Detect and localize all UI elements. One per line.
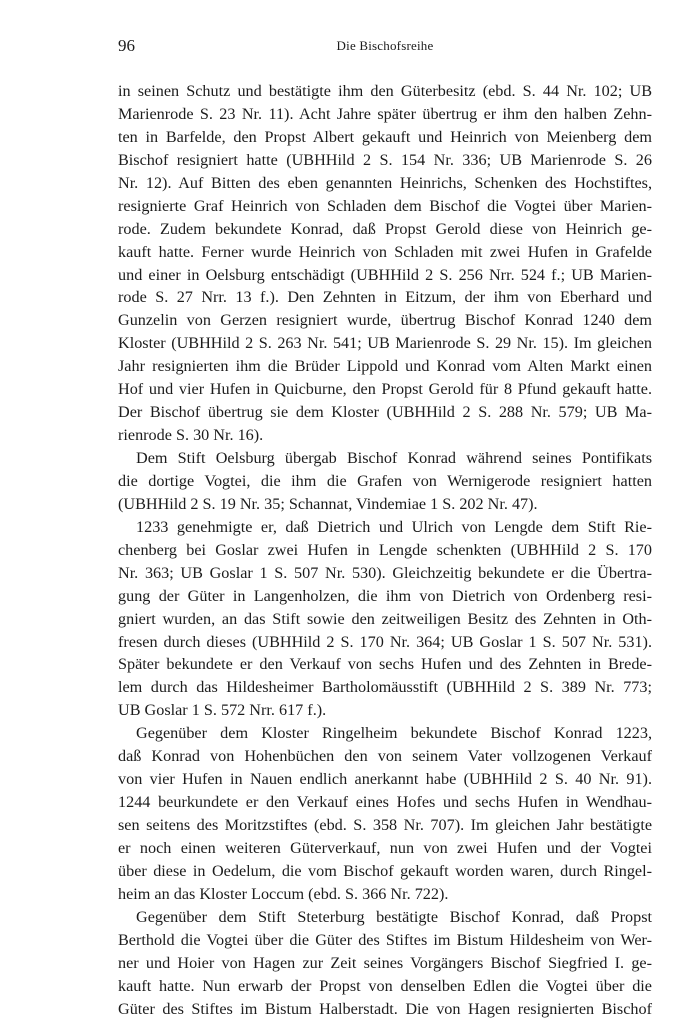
text-line: Berthold die Vogtei über die Güter des Stiftes im Bistum Hildesheim von Wer- — [118, 930, 652, 949]
text-line: rode S. 27 Nrr. 13 f.). Den Zehnten in Eitzum, der ihm von Eberhard und — [118, 288, 652, 307]
text-line: Hof und vier Hufen in Quicburne, den Propst Gerold für 8 Pfund gekauft hatte. — [118, 380, 652, 399]
text-line: daß Konrad von Hohenbüchen den von seinem Vater vollzogenen Verkauf — [118, 747, 652, 766]
text-line: Der Bischof übertrug sie dem Kloster (UBHHild 2 S. 288 Nr. 579; UB Ma- — [118, 403, 652, 422]
text-line: 1233 genehmigte er, daß Dietrich und Ulrich von Lengde dem Stift Rie- — [136, 517, 652, 536]
text-line: Güter des Stiftes im Bistum Halberstadt. Die von Hagen resignierten Bischof — [118, 999, 652, 1018]
page-number: 96 — [118, 36, 135, 55]
text-line: Gegenüber dem Kloster Ringelheim bekundete Bischof Konrad 1223, — [136, 724, 652, 743]
text-line: rienrode S. 30 Nr. 16). — [118, 426, 264, 445]
text-line: von vier Hufen in Nauen endlich anerkannt habe (UBHHild 2 S. 40 Nr. 91). — [118, 770, 652, 789]
text-line: Dem Stift Oelsburg übergab Bischof Konrad während seines Pontifikats — [136, 449, 652, 467]
text-line: Jahr resignierten ihm die Brüder Lippold und Konrad vom Alten Markt einen — [118, 357, 652, 376]
text-line: kauft hatte. Nun erwarb der Propst von denselben Edlen die Vogtei über die — [118, 976, 652, 995]
text-line: gniert wurden, an das Stift sowie den zeitweiligen Besitz des Zehnten in Oth- — [118, 609, 652, 628]
text-line: lem durch das Hildesheimer Bartholomäusstift (UBHHild 2 S. 389 Nr. 773; — [118, 678, 652, 697]
text-line: und einer in Oelsburg entschädigt (UBHHild 2 S. 256 Nrr. 524 f.; UB Marien- — [118, 265, 652, 284]
text-line: rode. Zudem bekundete Konrad, daß Propst Gerold diese von Heinrich ge- — [118, 219, 652, 238]
body-text — [118, 80, 652, 1020]
text-line: über diese in Oedelum, die vom Bischof gekauft worden waren, durch Ringel- — [118, 861, 652, 880]
text-line: Später bekundete er den Verkauf von sechs Hufen und des Zehnten in Brede- — [118, 655, 652, 674]
text-line: fresen durch dieses (UBHHild 2 S. 170 Nr. 364; UB Goslar 1 S. 507 Nr. 531). — [118, 632, 652, 651]
text-line: Bischof resigniert hatte (UBHHild 2 S. 154 Nr. 336; UB Marienrode S. 26 — [118, 150, 652, 169]
text-line: Marienrode S. 23 Nr. 11). Acht Jahre später übertrug er ihm den halben Zehn- — [118, 104, 652, 123]
text-line: Kloster (UBHHild 2 S. 263 Nr. 541; UB Marienrode S. 29 Nr. 15). Im gleichen — [118, 334, 652, 353]
text-line: die dortige Vogtei, die ihm die Grafen von Wernigerode resigniert hatten — [118, 471, 652, 490]
running-head: Die Bischofsreihe — [336, 38, 434, 53]
text-line: sen seitens des Moritzstiftes (ebd. S. 358 Nr. 707). Im gleichen Jahr bestätigte — [118, 816, 652, 834]
text-line: in seinen Schutz und bestätigte ihm den Güterbesitz (ebd. S. 44 Nr. 102; UB — [118, 82, 652, 100]
text-line: Nr. 363; UB Goslar 1 S. 507 Nr. 530). Gleichzeitig bekundete er die Übertra- — [118, 563, 652, 582]
text-line: Gegenüber dem Stift Steterburg bestätigte Bischof Konrad, daß Propst — [136, 907, 652, 926]
text-line: ten in Barfelde, den Propst Albert gekauft und Heinrich von Meienberg dem — [118, 127, 652, 146]
text-line: 1244 beurkundete er den Verkauf eines Hofes und sechs Hufen in Wendhau- — [118, 793, 652, 812]
text-line: UB Goslar 1 S. 572 Nrr. 617 f.). — [118, 701, 327, 720]
text-line: heim an das Kloster Loccum (ebd. S. 366 Nr. 722). — [118, 884, 449, 903]
text-line: er noch einen weiteren Güterverkauf, nun von zwei Hufen und der Vogtei — [118, 838, 652, 857]
text-line: chenberg bei Goslar zwei Hufen in Lengde schenkten (UBHHild 2 S. 170 — [118, 540, 652, 559]
text-line: kauft hatte. Ferner wurde Heinrich von Schladen mit zwei Hufen in Grafelde — [118, 242, 652, 261]
text-line: Nr. 12). Auf Bitten des eben genannten Heinrichs, Schenken des Hochstiftes, — [118, 173, 652, 192]
page-header — [118, 36, 652, 60]
text-line: resignierte Graf Heinrich von Schladen dem Bischof die Vogtei über Marien- — [118, 196, 652, 215]
text-line: ner und Hoier von Hagen zur Zeit seines Vorgängers Bischof Siegfried I. ge- — [118, 953, 652, 972]
text-line: (UBHHild 2 S. 19 Nr. 35; Schannat, Vindemiae 1 S. 202 Nr. 47). — [118, 494, 538, 513]
text-line: gung der Güter in Langenholzen, die ihm von Dietrich von Ordenberg resi- — [118, 586, 652, 605]
text-line: Gunzelin von Gerzen resigniert wurde, übertrug Bischof Konrad 1240 dem — [118, 311, 652, 330]
